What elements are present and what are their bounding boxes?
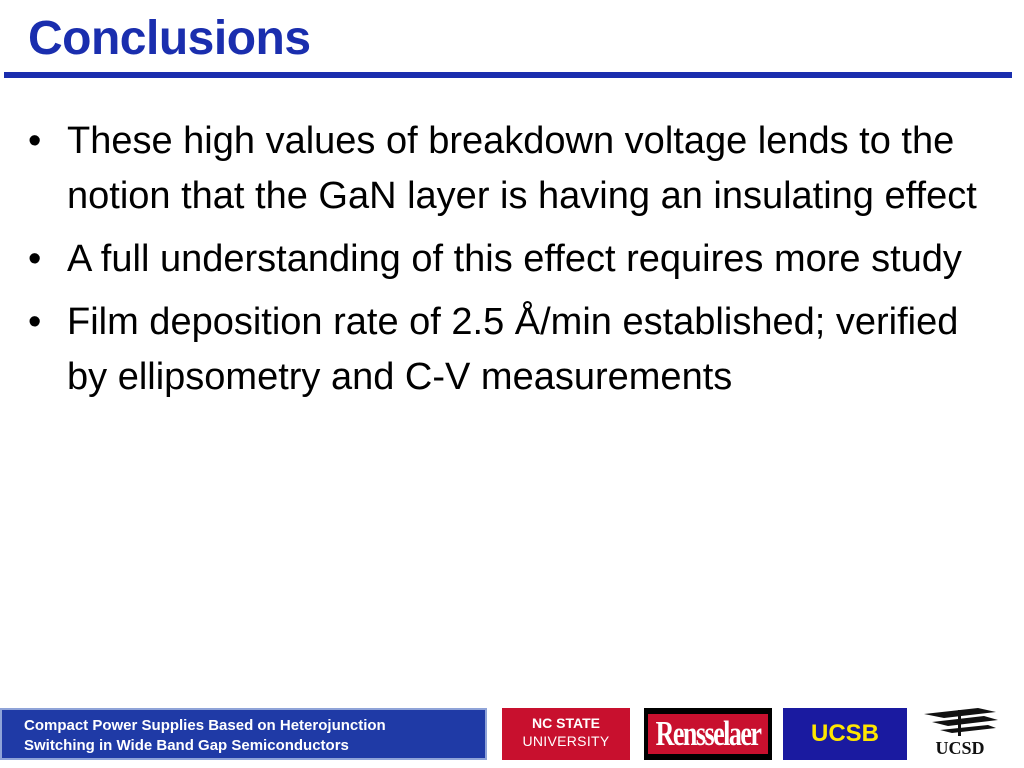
ucsb-wordmark: UCSB [810,720,879,747]
bullet-text: These high values of breakdown voltage lends to the notion that the GaN layer is having an insulating effect [67,120,977,217]
title-underline [4,72,1012,78]
rensselaer-wordmark: Rensselaer [655,713,761,753]
ucsd-logo [918,704,1002,762]
project-title-line-1: Compact Power Supplies Based on Heterojunction [24,717,386,734]
bullet-marker: • [28,120,42,162]
ucsd-wordmark: UCSD [935,738,985,758]
project-title-banner [0,708,487,760]
rensselaer-logo [644,708,772,760]
ncstate-logo [502,708,630,760]
bullet-marker: • [28,238,42,280]
slide-title: Conclusions [28,12,311,65]
ncstate-logo-line-1: NC STATE [532,715,600,731]
bullet-text: A full understanding of this effect requires more study [67,238,962,280]
bullet-item [28,114,1008,224]
project-title-line-2: Switching in Wide Band Gap Semiconductors [24,737,349,754]
bullet-item [28,295,1008,405]
bullet-marker: • [28,301,42,343]
bullet-list [28,114,1008,413]
ucsb-logo [783,708,907,760]
slide-footer [0,700,1024,768]
ncstate-logo-line-2: UNIVERSITY [522,733,610,749]
ucsd-trident-icon [924,708,998,736]
bullet-item [28,232,1008,287]
bullet-text: Film deposition rate of 2.5 Å/min established; verified by ellipsometry and C-V measurements [67,301,959,398]
